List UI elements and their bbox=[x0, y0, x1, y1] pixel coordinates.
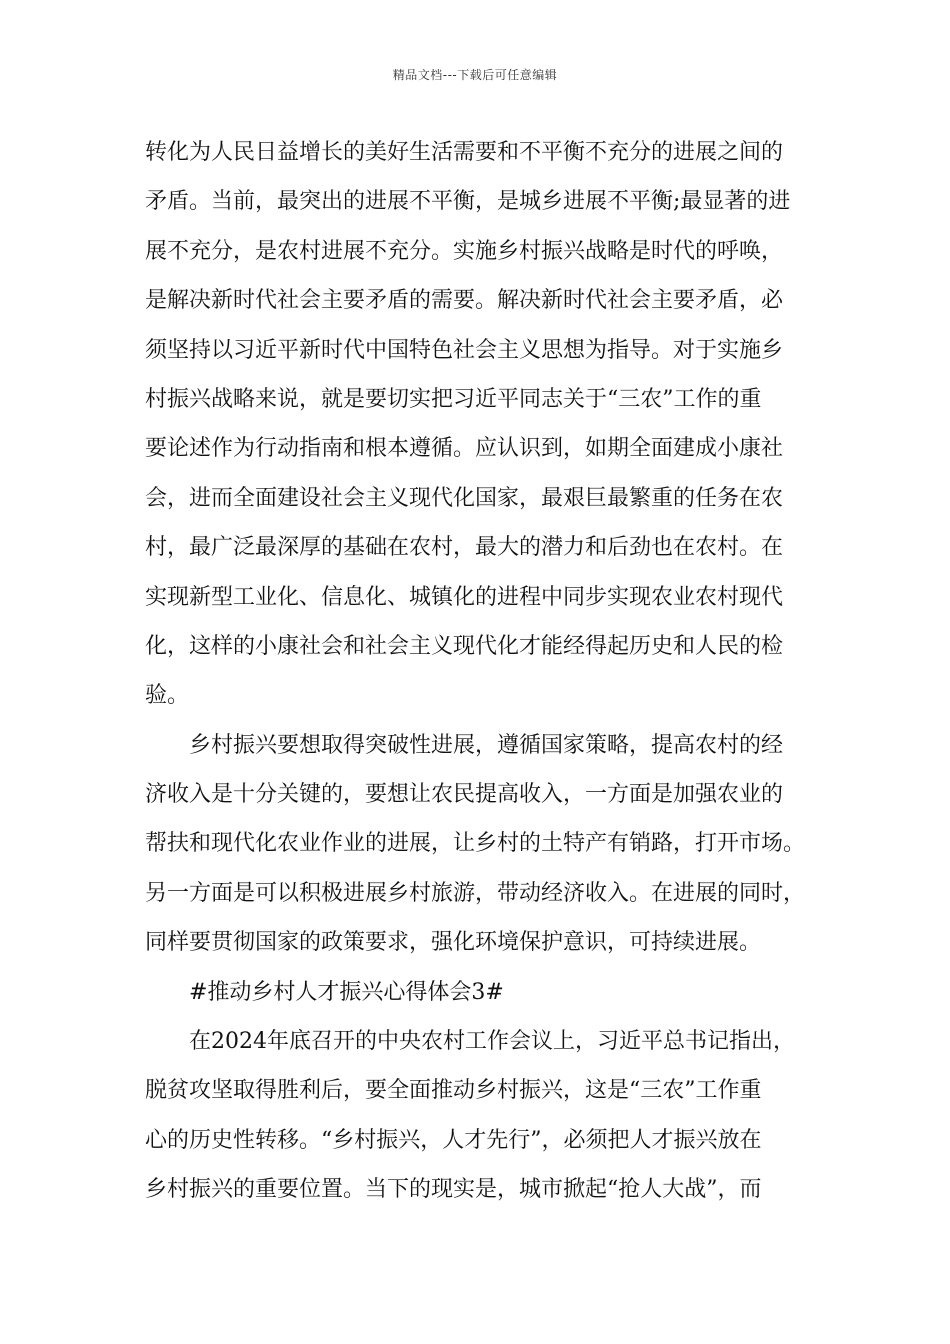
document-body bbox=[145, 128, 815, 1215]
text-line: 乡村振兴要想取得突破性进展，遵循国家策略，提高农村的经 bbox=[189, 732, 784, 758]
text-line: 展不充分，是农村进展不充分。实施乡村振兴战略是时代的呼唤， bbox=[145, 238, 784, 264]
text-line: 实现新型工业化、信息化、城镇化的进程中同步实现农业农村现代 bbox=[145, 584, 784, 610]
text-line: 村，最广泛最深厚的基础在农村，最大的潜力和后劲也在农村。在 bbox=[145, 535, 784, 561]
text-line: 会，进而全面建设社会主义现代化国家，最艰巨最繁重的任务在农 bbox=[145, 485, 784, 511]
text-line: 心的历史性转移。“乡村振兴，人才先行”，必须把人才振兴放在 bbox=[145, 1127, 762, 1153]
text-line: #推动乡村人才振兴心得体会3# bbox=[189, 979, 504, 1005]
text-line: 化，这样的小康社会和社会主义现代化才能经得起历史和人民的检 bbox=[145, 633, 784, 659]
text-line: 是解决新时代社会主要矛盾的需要。解决新时代社会主要矛盾，必 bbox=[145, 288, 784, 314]
text-line: 须坚持以习近平新时代中国特色社会主义思想为指导。对于实施乡 bbox=[145, 337, 784, 363]
text-line: 济收入是十分关键的，要想让农民提高收入，一方面是加强农业的 bbox=[145, 782, 784, 808]
text-line: 在2024年底召开的中央农村工作会议上，习近平总书记指出， bbox=[189, 1029, 795, 1055]
page-header: 精品文档---下载后可任意编辑 bbox=[392, 68, 558, 82]
text-line: 矛盾。当前，最突出的进展不平衡，是城乡进展不平衡;最显著的进 bbox=[145, 189, 791, 215]
text-line: 要论述作为行动指南和根本遵循。应认识到，如期全面建成小康社 bbox=[145, 436, 784, 462]
text-line: 脱贫攻坚取得胜利后，要全面推动乡村振兴，这是“三农”工作重 bbox=[145, 1078, 762, 1104]
text-line: 帮扶和现代化农业作业的进展，让乡村的土特产有销路，打开市场。 bbox=[145, 831, 806, 857]
text-line: 村振兴战略来说，就是要切实把习近平同志关于“三农”工作的重 bbox=[145, 386, 762, 412]
text-line: 转化为人民日益增长的美好生活需要和不平衡不充分的进展之间的 bbox=[145, 140, 784, 165]
text-line: 验。 bbox=[145, 683, 190, 709]
text-line: 同样要贯彻国家的政策要求，强化环境保护意识，可持续进展。 bbox=[145, 930, 762, 956]
text-line: 乡村振兴的重要位置。当下的现实是，城市掀起“抢人大战”，而 bbox=[145, 1177, 762, 1203]
text-line: 另一方面是可以积极进展乡村旅游，带动经济收入。在进展的同时， bbox=[145, 880, 806, 906]
